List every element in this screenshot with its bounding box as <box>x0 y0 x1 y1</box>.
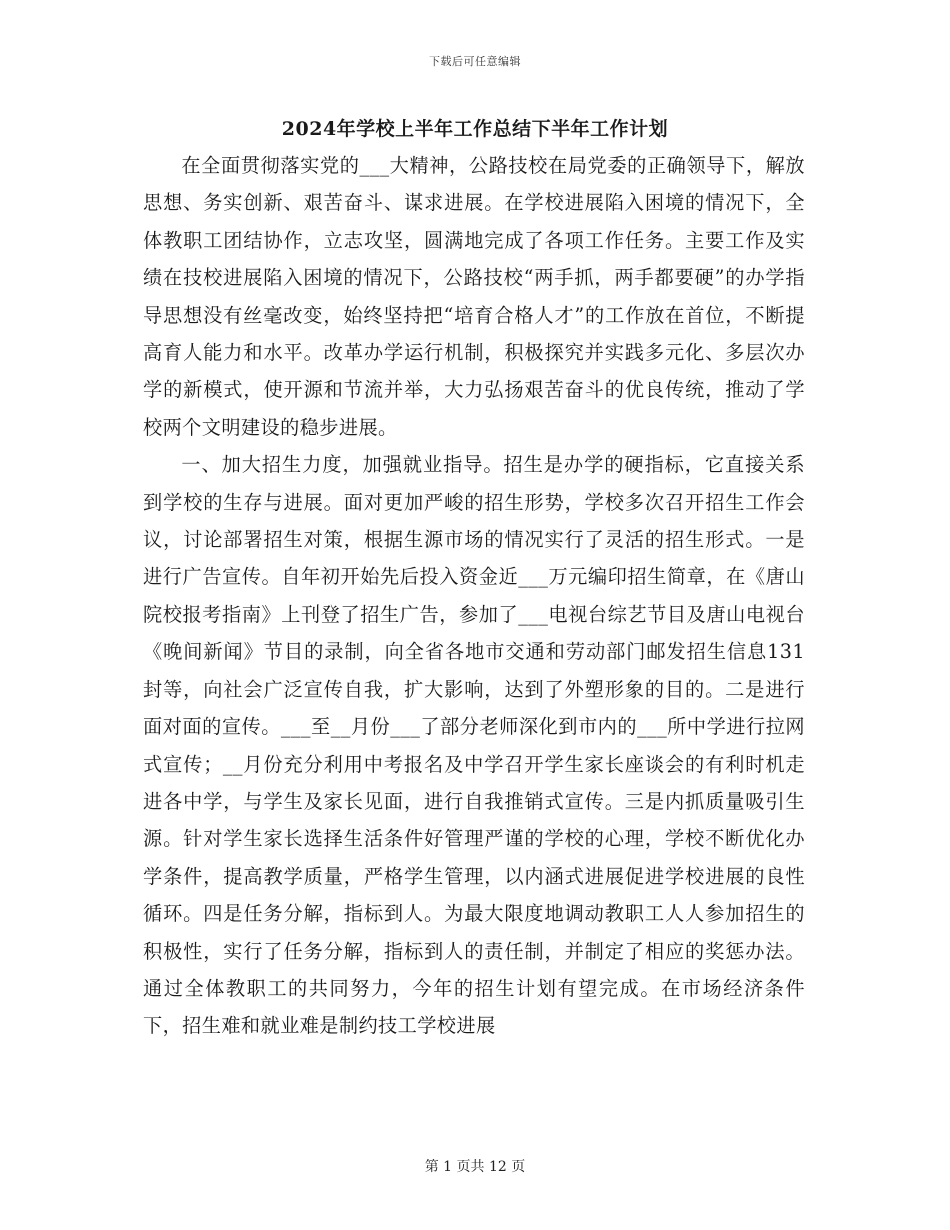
page-number-footer: 第 1 页共 12 页 <box>424 1159 526 1175</box>
page-header-note: 下载后可任意编辑 <box>429 55 521 68</box>
paragraph-intro: 在全面贯彻落实党的___大精神，公路技校在局党委的正确领导下，解放思想、务实创新、艰苦奋斗、谋求进展。在学校进展陷入困境的情况下，全体教职工团结协作，立志攻坚，圆满地完成了各项工作任务。主要工作及实绩在技校进展陷入困境的情况下，公路技校“两手抓，两手都要硬”的办学指导思想没有丝毫改变，始终坚持把“培育合格人才”的工作放在首位，不断提高育人能力和水平。改革办学运行机制，积极探究并实践多元化、多层次办学的新模式，使开源和节流并举，大力弘扬艰苦奋斗的优良传统，推动了学校两个文明建设的稳步进展。 <box>143 154 805 439</box>
document-title: 2024年学校上半年工作总结下半年工作计划 <box>281 118 669 140</box>
paragraph-section-1: 一、加大招生力度，加强就业指导。招生是办学的硬指标，它直接关系到学校的生存与进展。面对更加严峻的招生形势，学校多次召开招生工作会议，讨论部署招生对策，根据生源市场的情况实行了灵活的招生形式。一是进行广告宣传。自年初开始先后投入资金近___万元编印招生简章，在《唐山院校报考指南》上刊登了招生广告，参加了___电视台综艺节目及唐山电视台《晚间新闻》节目的录制，向全省各地市交通和劳动部门邮发招生信息131封等，向社会广泛宣传自我，扩大影响，达到了外塑形象的目的。二是进行面对面的宣传。___至__月份___了部分老师深化到市内的___所中学进行拉网式宣传；__月份充分利用中考报名及中学召开学生家长座谈会的有利时机走进各中学，与学生及家长见面，进行自我推销式宣传。三是内抓质量吸引生源。针对学生家长选择生活条件好管理严谨的学校的心理，学校不断优化办学条件，提高教学质量，严格学生管理，以内涵式进展促进学校进展的良性循环。四是任务分解，指标到人。为最大限度地调动教职工人人参加招生的积极性，实行了任务分解，指标到人的责任制，并制定了相应的奖惩办法。通过全体教职工的共同努力，今年的招生计划有望完成。在市场经济条件下，招生难和就业难是制约技工学校进展 <box>143 453 805 1038</box>
document-body <box>143 147 805 1045</box>
